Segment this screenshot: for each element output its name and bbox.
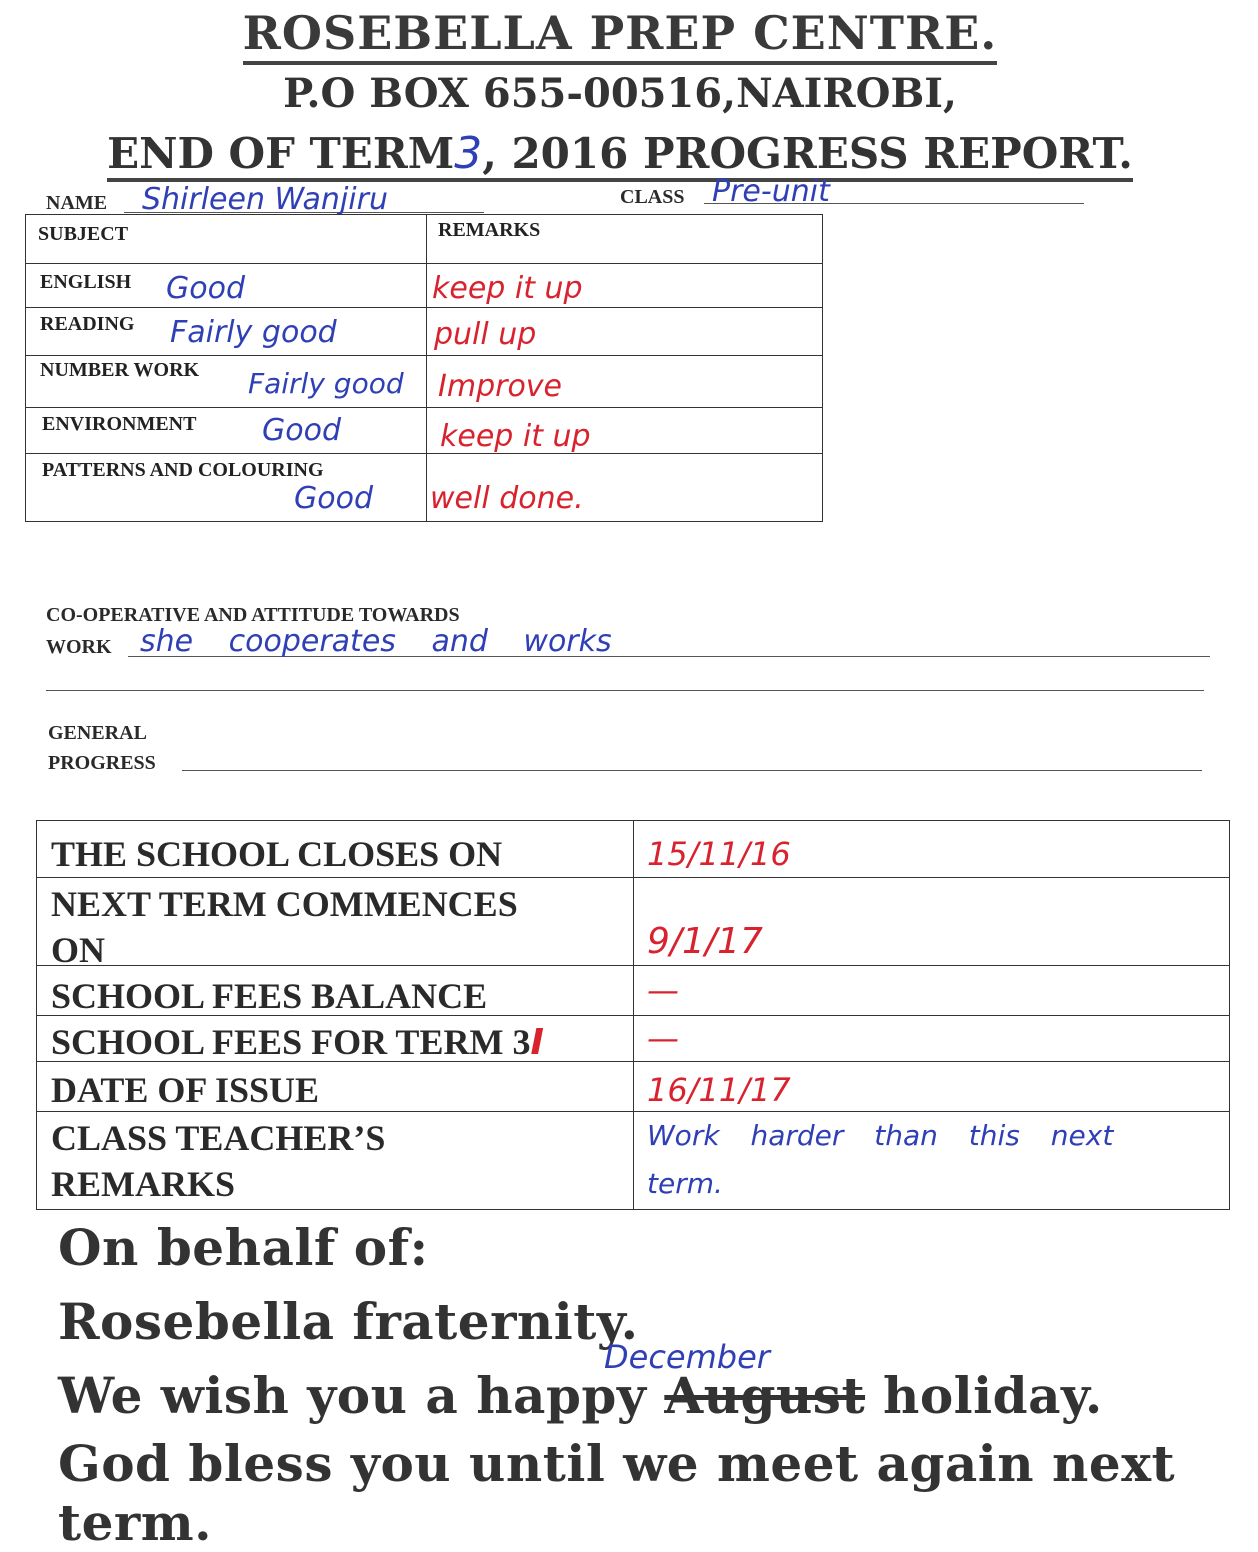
term-number-handwritten: 3 [454,128,483,179]
subjects-table [25,214,823,522]
fees-balance-value: — [647,971,679,1009]
grade-environment: Good [262,413,341,448]
table-row-divider [26,307,822,308]
teacher-remarks-value-line2: term. [647,1167,723,1200]
fees-term-label-text: SCHOOL FEES FOR TERM [51,1022,504,1062]
table-row-divider [26,355,822,356]
report-title-part1: END OF TERM [107,129,455,178]
attitude-underline-2 [46,690,1204,691]
remark-reading: pull up [434,317,537,352]
fees-term-printed: 3 [512,1022,531,1062]
fees-term-label [51,1019,544,1066]
student-name: Shirleen Wanjiru [142,182,388,217]
remark-patterns-colouring: well done. [430,481,584,516]
closing-line-4: God bless you until we meet again next term. [58,1434,1176,1552]
table-row-divider [26,453,822,454]
attitude-label-line2: WORK [46,636,112,658]
report-title-part2: , 2016 PROGRESS REPORT. [482,129,1133,178]
closing-line-1: On behalf of: [58,1218,429,1277]
table-column-divider [426,215,427,521]
general-progress-label-line2: PROGRESS [48,752,156,774]
school-address: P.O BOX 655-00516,NAIROBI, [283,70,957,117]
subject-reading: READING [40,313,135,335]
subject-number-work: NUMBER WORK [40,359,200,381]
report-title [0,128,1240,179]
grade-reading: Fairly good [170,315,337,350]
closing-line-3-end: holiday. [865,1366,1103,1425]
teacher-remarks-label-line1: CLASS TEACHER’S [51,1118,386,1158]
attitude-label-line1: CO-OPERATIVE AND ATTITUDE TOWARDS [46,604,460,626]
student-class: Pre-unit [712,174,830,209]
school-name: ROSEBELLA PREP CENTRE. [0,6,1240,60]
attitude-value: she cooperates and works [140,624,612,659]
next-term-value: 9/1/17 [647,921,763,962]
fees-term-handwritten: I [530,1022,544,1063]
column-header-subject: SUBJECT [38,223,129,245]
next-term-label-line2: ON [51,930,105,970]
fees-term-value: — [647,1019,679,1057]
fees-balance-label: SCHOOL FEES BALANCE [51,976,488,1016]
column-header-remarks: REMARKS [438,219,541,241]
table-row-divider [37,965,1229,966]
next-term-label-line1: NEXT TERM COMMENCES [51,884,518,924]
subject-english: ENGLISH [40,271,132,293]
grade-patterns-colouring: Good [294,481,373,516]
school-closes-value: 15/11/16 [647,835,791,873]
closing-line-3-start: We wish you a happy [58,1366,665,1425]
holiday-struck-word: August [664,1366,866,1425]
remark-environment: keep it up [440,419,591,454]
date-of-issue-label: DATE OF ISSUE [51,1070,320,1110]
school-closes-label: THE SCHOOL CLOSES ON [51,834,503,874]
subject-environment: ENVIRONMENT [42,413,197,435]
term-info-table [36,820,1230,1210]
table-row-divider [26,263,822,264]
general-progress-underline [182,770,1202,771]
closing-line-2: Rosebella fraternity. [58,1292,639,1351]
table-row-divider [37,877,1229,878]
name-label: NAME [46,192,108,214]
remark-number-work: Improve [438,369,563,404]
teacher-remarks-value-line1: Work harder than this next [647,1119,1114,1152]
grade-number-work: Fairly good [248,367,404,400]
table-row-divider [26,407,822,408]
class-label: CLASS [620,186,685,208]
grade-english: Good [166,271,245,306]
subject-patterns-colouring: PATTERNS AND COLOURING [42,459,324,481]
teacher-remarks-label-line2: REMARKS [51,1164,236,1204]
holiday-insert-handwritten: December [604,1338,770,1376]
date-of-issue-value: 16/11/17 [647,1071,791,1109]
general-progress-label-line1: GENERAL [48,722,147,744]
remark-english: keep it up [432,271,583,306]
closing-line-3 [58,1366,1103,1425]
